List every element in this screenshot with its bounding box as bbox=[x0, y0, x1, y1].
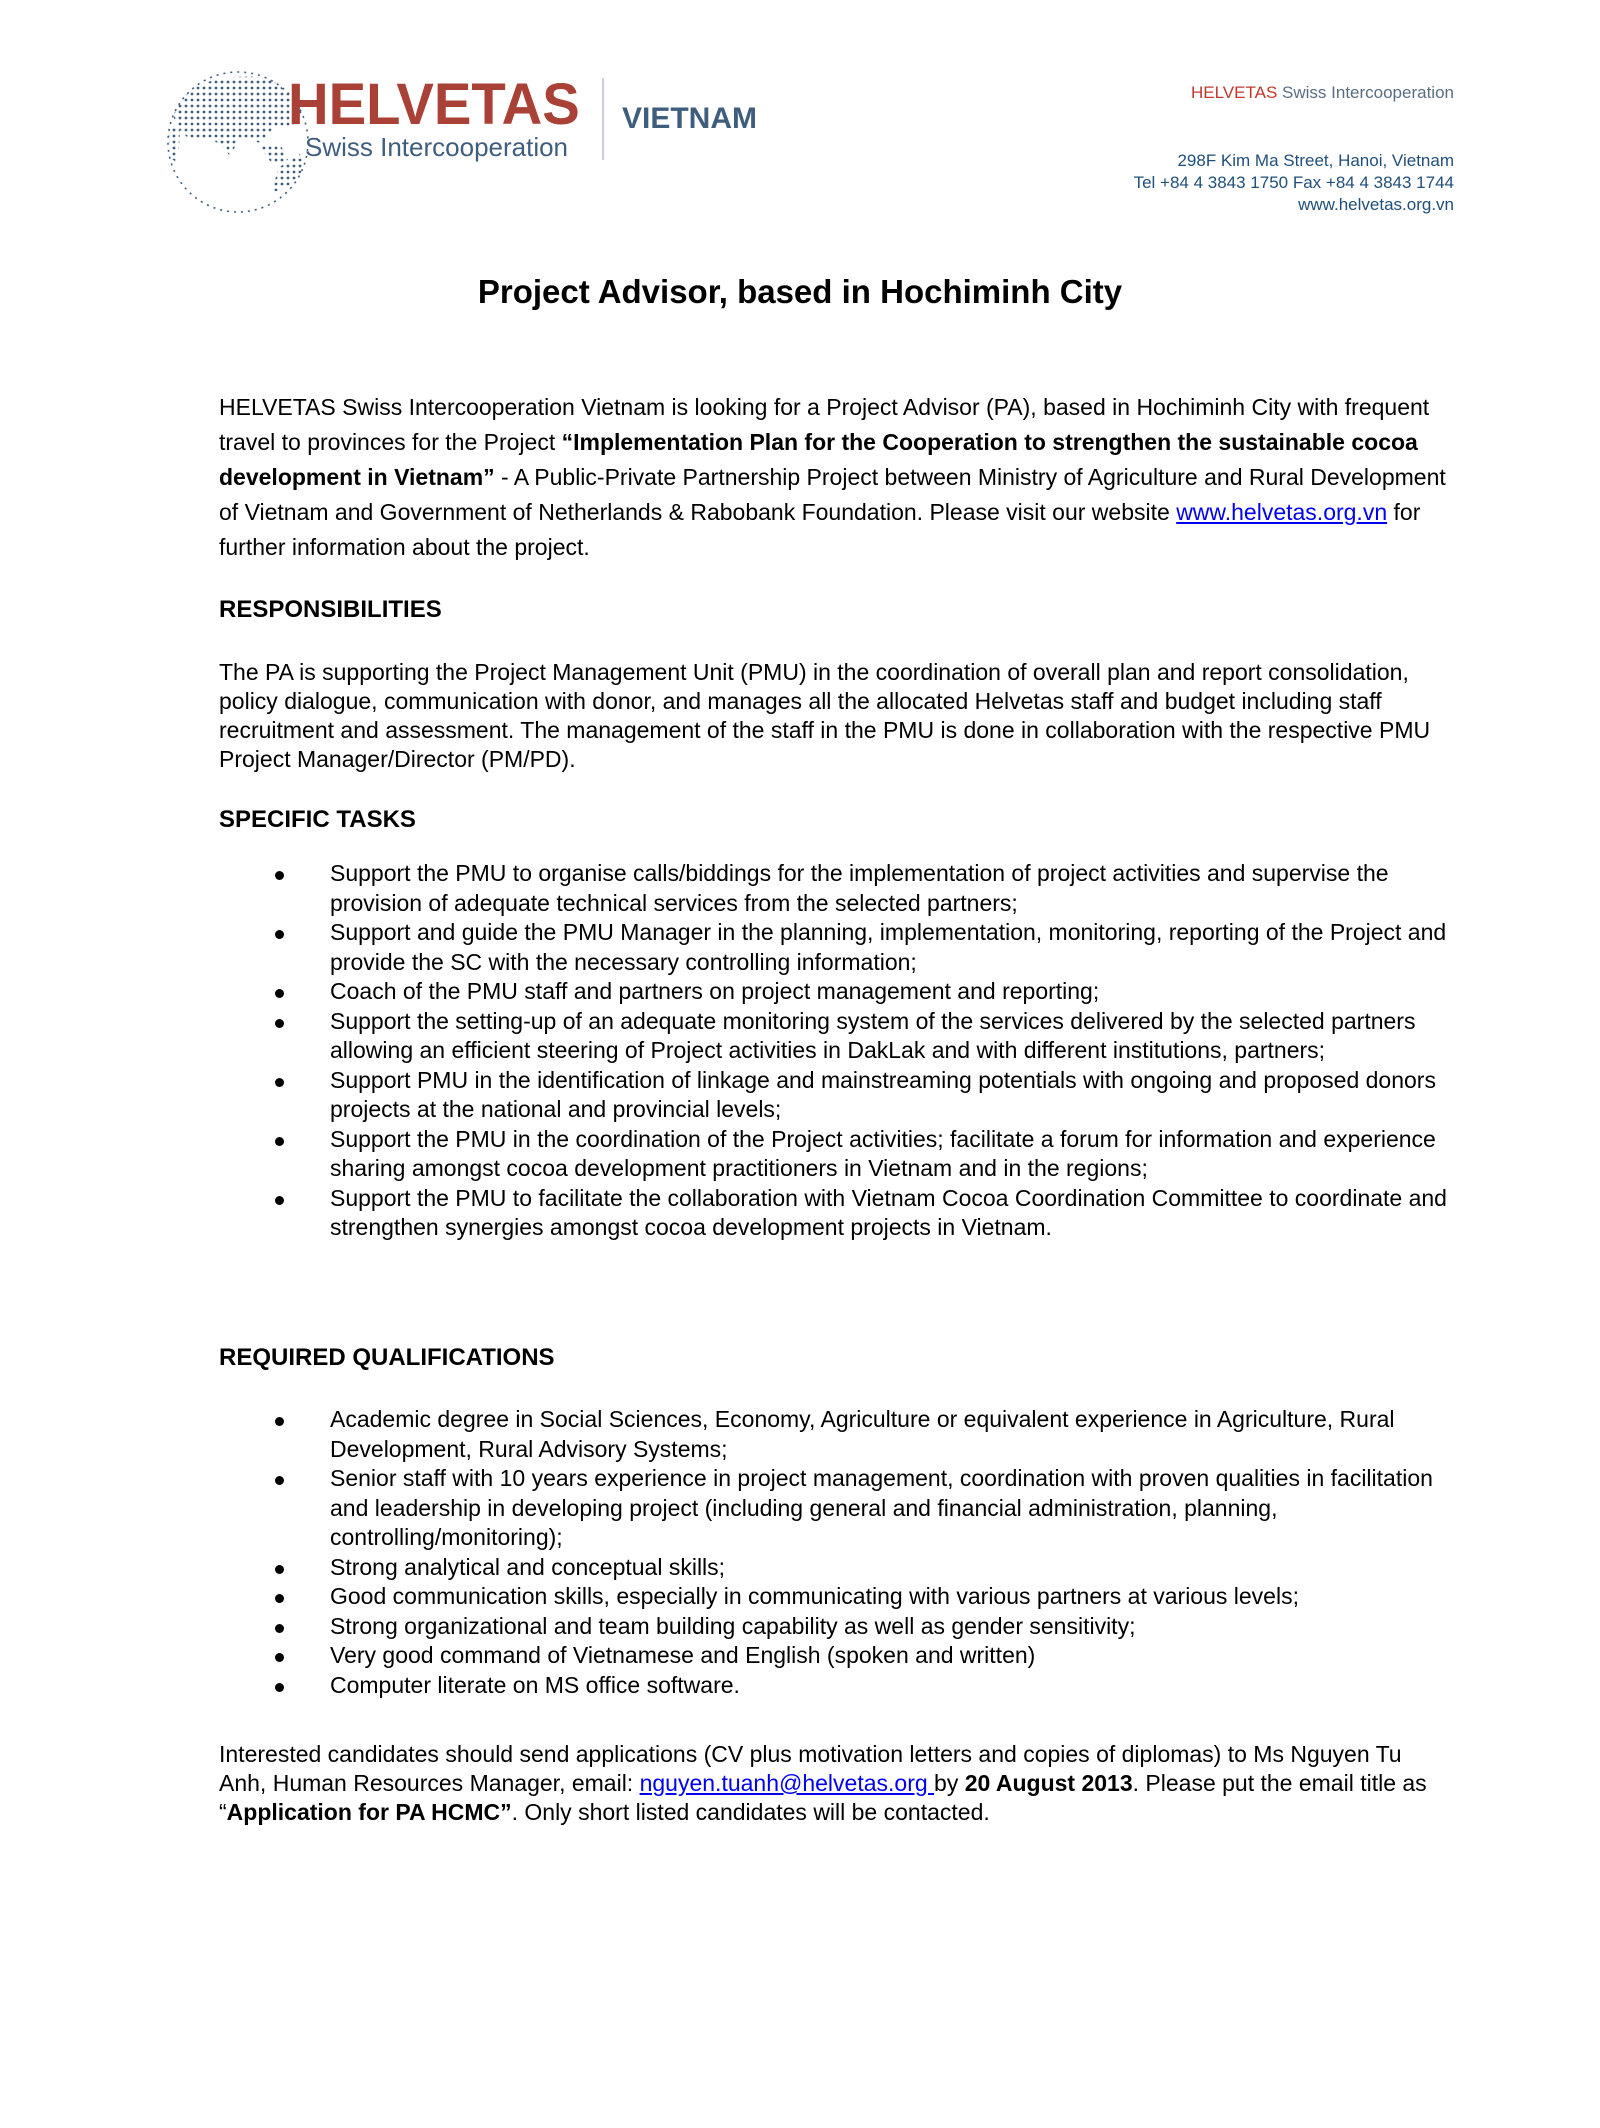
website-link[interactable]: www.helvetas.org.vn bbox=[1176, 499, 1388, 525]
bullet-icon bbox=[275, 1565, 284, 1574]
specific-tasks-section bbox=[219, 808, 1449, 1243]
contact-block bbox=[1134, 82, 1454, 216]
bullet-icon bbox=[275, 1476, 284, 1485]
specific-tasks-heading: SPECIFIC TASKS bbox=[219, 806, 416, 833]
application-text-4: . Only short listed candidates will be contacted. bbox=[511, 1799, 990, 1825]
qualifications-heading: REQUIRED QUALIFICATIONS bbox=[219, 1344, 555, 1371]
brand-subtitle: Swiss Intercooperation bbox=[305, 132, 569, 162]
intro-text-1: HELVETAS Swiss Intercooperation Vietnam is looking for a Project Advisor (PA), based in Hochiminh City with frequent travel to provinces for the Project bbox=[219, 394, 1430, 455]
list-item bbox=[219, 1582, 1449, 1612]
list-item bbox=[219, 1641, 1449, 1671]
list-item-text: Computer literate on MS office software. bbox=[330, 1671, 740, 1698]
application-text-2: by bbox=[934, 1770, 965, 1796]
bullet-icon bbox=[275, 1196, 284, 1205]
list-item bbox=[219, 1184, 1449, 1243]
deadline: 20 August 2013 bbox=[964, 1770, 1133, 1796]
list-item-text: Strong analytical and conceptual skills; bbox=[330, 1553, 726, 1580]
contact-org-brand: HELVETAS bbox=[1191, 83, 1278, 102]
responsibilities-section bbox=[219, 598, 1449, 774]
application-paragraph bbox=[219, 1740, 1449, 1827]
intro-paragraph bbox=[219, 390, 1449, 565]
bullet-icon bbox=[275, 1594, 284, 1603]
list-item bbox=[219, 918, 1449, 977]
email-link[interactable]: nguyen.tuanh@helvetas.org bbox=[639, 1770, 935, 1796]
qualifications-list bbox=[219, 1405, 1449, 1700]
contact-org bbox=[1134, 82, 1454, 104]
brand-country: VIETNAM bbox=[622, 102, 757, 135]
list-item-text: Support and guide the PMU Manager in the planning, implementation, monitoring, reporting of the Project and provide the SC with the necessary controlling information; bbox=[330, 919, 1447, 975]
helvetas-logo bbox=[160, 68, 760, 218]
list-item bbox=[219, 1066, 1449, 1125]
bullet-icon bbox=[275, 1417, 284, 1426]
list-item bbox=[219, 859, 1449, 918]
list-item bbox=[219, 1553, 1449, 1583]
bullet-icon bbox=[275, 989, 284, 998]
contact-org-rest: Swiss Intercooperation bbox=[1277, 83, 1454, 102]
list-item-text: Academic degree in Social Sciences, Economy, Agriculture or equivalent experience in Agriculture, Rural Development, Rural Advisory Systems; bbox=[330, 1406, 1395, 1462]
list-item bbox=[219, 1007, 1449, 1066]
specific-tasks-list bbox=[219, 859, 1449, 1243]
application-text-1: Interested candidates should send applications (CV plus motivation letters and copies of diplomas) to Ms Nguyen Tu Anh, Human Resources Manager, email: bbox=[219, 1741, 1402, 1796]
responsibilities-text: The PA is supporting the Project Management Unit (PMU) in the coordination of overall plan and report consolidation, policy dialogue, communication with donor, and manages all the allocated Helvetas staff and budget including staff recruitment and assessment. The management of the staff in the PMU is done in collaboration with the respective PMU Project Manager/Director (PM/PD). bbox=[219, 659, 1431, 772]
list-item bbox=[219, 1612, 1449, 1642]
list-item-text: Coach of the PMU staff and partners on project management and reporting; bbox=[330, 978, 1100, 1004]
list-item-text: Very good command of Vietnamese and English (spoken and written) bbox=[330, 1642, 1036, 1668]
application-text bbox=[219, 1740, 1449, 1827]
project-name: “Implementation Plan for the Cooperation to strengthen the sustainable cocoa development in Vietnam” bbox=[219, 429, 1418, 490]
bullet-icon bbox=[275, 871, 284, 880]
list-item-text: Strong organizational and team building capability as well as gender sensitivity; bbox=[330, 1612, 1136, 1639]
email-title: Application for PA HCMC” bbox=[226, 1799, 512, 1825]
logo-divider bbox=[602, 78, 604, 160]
list-item-text: Support PMU in the identification of linkage and mainstreaming potentials with ongoing and proposed donors projects at the national and provincial levels; bbox=[330, 1066, 1436, 1122]
intro-text-2: - A Public-Private Partnership Project between Ministry of Agriculture and Rural Development of Vietnam and Government of Netherlands & Rabobank Foundation. Please visit our website bbox=[219, 464, 1446, 525]
contact-website: www.helvetas.org.vn bbox=[1298, 195, 1454, 214]
list-item-text: Good communication skills, especially in communicating with various partners at various levels; bbox=[330, 1583, 1299, 1609]
page-title: Project Advisor, based in Hochiminh City bbox=[477, 273, 1123, 310]
brand-name: HELVETAS bbox=[288, 72, 580, 137]
bullet-icon bbox=[275, 1019, 284, 1028]
list-item bbox=[219, 1671, 1449, 1701]
bullet-icon bbox=[275, 1683, 284, 1692]
bullet-icon bbox=[275, 1078, 284, 1087]
list-item-text: Support the PMU to organise calls/biddings for the implementation of project activities and supervise the provision of adequate technical services from the selected partners; bbox=[330, 860, 1389, 916]
contact-phone-fax: Tel +84 4 3843 1750 Fax +84 4 3843 1744 bbox=[1133, 173, 1454, 192]
bullet-icon bbox=[275, 1624, 284, 1633]
list-item-text: Senior staff with 10 years experience in project management, coordination with proven qualities in facilitation and leadership in developing project (including general and financial administration, planning, controlling/monitoring); bbox=[330, 1465, 1433, 1550]
list-item bbox=[219, 1405, 1449, 1464]
list-item-text: Support the setting-up of an adequate monitoring system of the services delivered by the selected partners allowing an efficient steering of Project activities in DakLak and with different institutions, partners; bbox=[330, 1007, 1416, 1063]
contact-address: 298F Kim Ma Street, Hanoi, Vietnam bbox=[1177, 151, 1454, 170]
bullet-icon bbox=[275, 1137, 284, 1146]
bullet-icon bbox=[275, 1653, 284, 1662]
list-item bbox=[219, 977, 1449, 1007]
application-text-3: . Please put the email title as “ bbox=[219, 1770, 1427, 1825]
list-item-text: Support the PMU in the coordination of the Project activities; facilitate a forum for information and experience sharing amongst cocoa development practitioners in Vietnam and in the regions; bbox=[330, 1125, 1436, 1181]
bullet-icon bbox=[275, 930, 284, 939]
qualifications-section bbox=[219, 1346, 1449, 1700]
list-item bbox=[219, 1125, 1449, 1184]
responsibilities-heading: RESPONSIBILITIES bbox=[219, 596, 442, 623]
list-item-text: Support the PMU to facilitate the collaboration with Vietnam Cocoa Coordination Committee to coordinate and strengthen synergies amongst cocoa development projects in Vietnam. bbox=[330, 1184, 1447, 1240]
list-item bbox=[219, 1464, 1449, 1553]
intro-text-3: for further information about the project. bbox=[219, 499, 1421, 560]
